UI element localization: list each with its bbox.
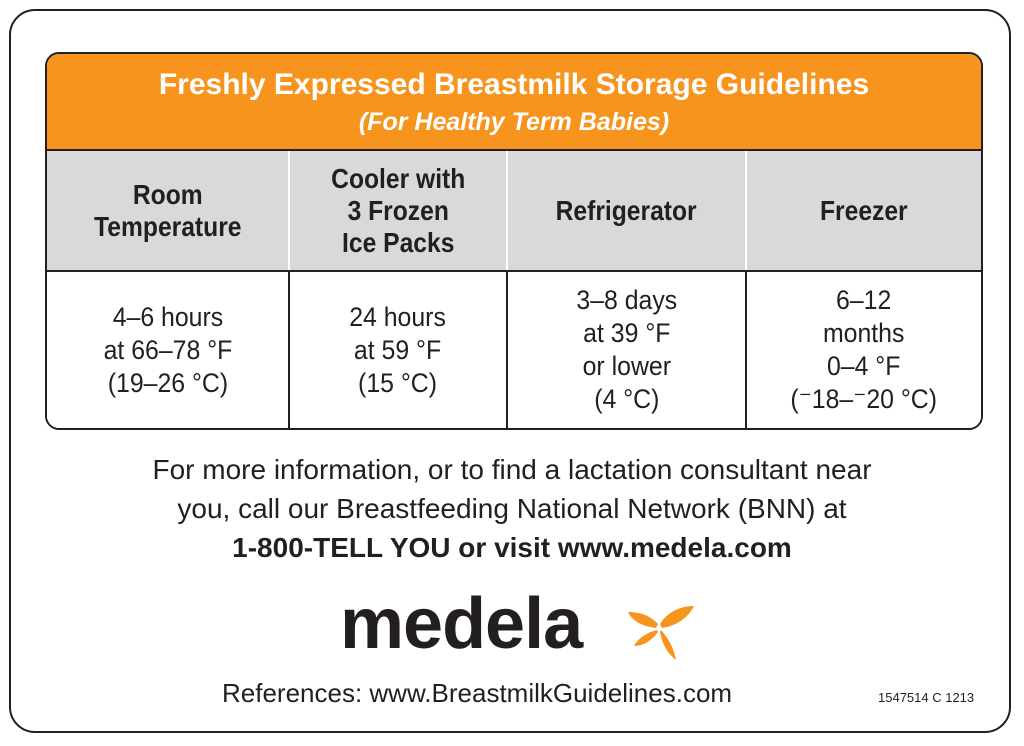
- table-row: [47, 272, 981, 428]
- header-cell-refrigerator: [506, 151, 745, 270]
- header-cell-room-temperature: [47, 151, 288, 270]
- header-cell-cooler: [288, 151, 506, 270]
- info-contact-line: 1-800-TELL YOU or visit www.medela.com: [232, 532, 792, 563]
- table-title: Freshly Expressed Breastmilk Storage Guidelines: [158, 68, 870, 101]
- table-header-row: [47, 151, 981, 272]
- value-cell-freezer: [745, 272, 981, 428]
- print-code: 1547514 C 1213: [878, 690, 975, 705]
- medela-butterfly-icon: [622, 600, 696, 662]
- references-text: References: www.BreastmilkGuidelines.com: [222, 678, 733, 708]
- table-title-bar: [47, 54, 981, 151]
- info-line: you, call our Breastfeeding National Network (BNN) at: [177, 493, 847, 524]
- info-paragraph: [40, 450, 984, 567]
- value-label: 3–8 days at 39 °F or lower (4 °C): [576, 285, 677, 414]
- header-label: Cooler with 3 Frozen Ice Packs: [330, 162, 466, 258]
- storage-guidelines-table: [45, 52, 983, 430]
- value-cell-cooler: [288, 272, 506, 428]
- header-label: Freezer: [820, 194, 908, 226]
- value-cell-room-temperature: [47, 272, 288, 428]
- header-cell-freezer: [745, 151, 981, 270]
- header-label: Refrigerator: [555, 194, 698, 226]
- header-label: Room Temperature: [93, 178, 242, 242]
- value-label: 6–12 months 0–4 °F (⁻18–⁻20 °C): [790, 285, 938, 414]
- value-label: 24 hours at 59 °F (15 °C): [349, 301, 447, 398]
- value-cell-refrigerator: [506, 272, 745, 428]
- table-subtitle: (For Healthy Term Babies): [358, 108, 670, 136]
- info-line: For more information, or to find a lactation consultant near: [152, 454, 872, 485]
- brand-logo-wordmark: medela: [340, 584, 583, 664]
- value-label: 4–6 hours at 66–78 °F (19–26 °C): [103, 301, 232, 398]
